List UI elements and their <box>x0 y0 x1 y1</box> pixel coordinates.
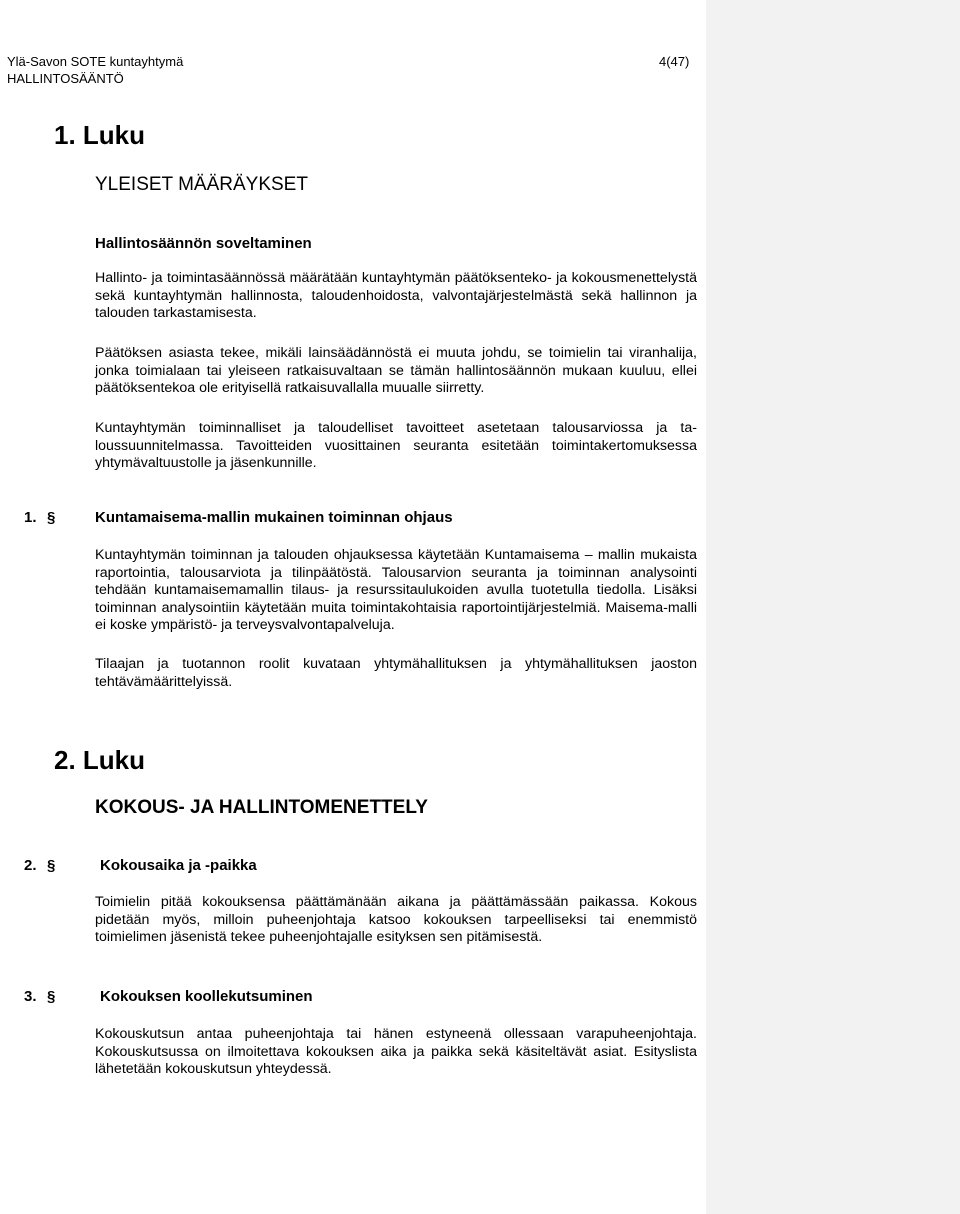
header-organization: Ylä-Savon SOTE kuntayhtymä <box>7 54 184 69</box>
section-title: Kokousaika ja -paikka <box>100 857 257 874</box>
section-sign: § <box>47 988 56 1005</box>
chapter-2-title: 2. Luku <box>54 745 146 775</box>
chapter-2-heading: KOKOUS- JA HALLINTOMENETTELY <box>95 797 428 818</box>
header-document-title: HALLINTOSÄÄNTÖ <box>7 71 124 86</box>
paragraph: Kuntayhtymän toiminnan ja talouden ohjauksessa käytetään Kuntamaisema – mallin mukaista raportointia, talousarviota ja tilinpäätöstä. Talousarvion seuranta ja toiminnan analysointi tehdään kuntamaisemamallin tilaus- ja resurssitaulukoiden avulla tuotetulla tiedolla. Lisäksi toiminnan analysointiin käytetään muita toimintakohtaisia raportointijärjestelmiä. Maisema-malli ei koske ympäristö- ja terveysvalvontapalveluja. <box>95 547 697 634</box>
paragraph: Toimielin pitää kokouksensa päättämänään aikana ja päättämässään paikassa. Kokous pidetään myös, milloin puheenjohtaja katsoo kokouksen tarpeelliseksi tai enemmistö toimielimen jäsenistä tekee puheenjohtajalle esityksen sen pitämisestä. <box>95 894 697 946</box>
paragraph: Kokouskutsun antaa puheenjohtaja tai hänen estyneenä ollessaan varapuheenjohtaja. Kokouskutsussa on ilmoitettava kokouksen aika ja paikka sekä käsiteltävät asiat. Esityslista lähetetään kokouskutsun yhteydessä. <box>95 1026 697 1078</box>
paragraph: Hallinto- ja toimintasäännössä määrätään kuntayhtymän päätöksenteko- ja kokousmenettelystä sekä kuntayhtymän hallinnosta, taloudenhoidosta, valvontajärjestelmästä sekä hallinnon ja talouden tarkastamisesta. <box>95 270 697 322</box>
section-title: Kokouksen koollekutsuminen <box>100 988 313 1005</box>
section-sign: § <box>47 509 56 526</box>
section-title: Kuntamaisema-mallin mukainen toiminnan ohjaus <box>95 509 453 526</box>
section-number: 2. <box>24 857 37 874</box>
header-page-number: 4(47) <box>659 54 690 69</box>
paragraph: Tilaajan ja tuotannon roolit kuvataan yhtymähallituksen ja yhtymähallituksen jaoston tehtävämäärittelyissä. <box>95 656 697 690</box>
section-number: 1. <box>24 509 37 526</box>
right-margin-panel <box>706 0 960 1214</box>
paragraph: Kuntayhtymän toiminnalliset ja taloudelliset tavoitteet asetetaan talousarviossa ja taloussuunnitelmassa. Tavoitteiden vuosittainen seuranta esitetään toimintakertomuksessa yhtymävaltuustolle ja jäsenkunnille. <box>95 420 697 472</box>
chapter-1-heading: YLEISET MÄÄRÄYKSET <box>95 174 308 195</box>
chapter-1-title: 1. Luku <box>54 120 146 150</box>
section-sign: § <box>47 857 56 874</box>
paragraph: Päätöksen asiasta tekee, mikäli lainsäädännöstä ei muuta johdu, se toimielin tai viranhalija, jonka toimialaan tai yleiseen ratkaisuvaltaan se tämän hallintosäännön mukaan kuuluu, ellei päätöksentekoa ole erityisellä ratkaisuvallalla muualle siirretty. <box>95 345 697 397</box>
section-number: 3. <box>24 988 37 1005</box>
subheading-soveltaminen: Hallintosäännön soveltaminen <box>95 235 312 252</box>
